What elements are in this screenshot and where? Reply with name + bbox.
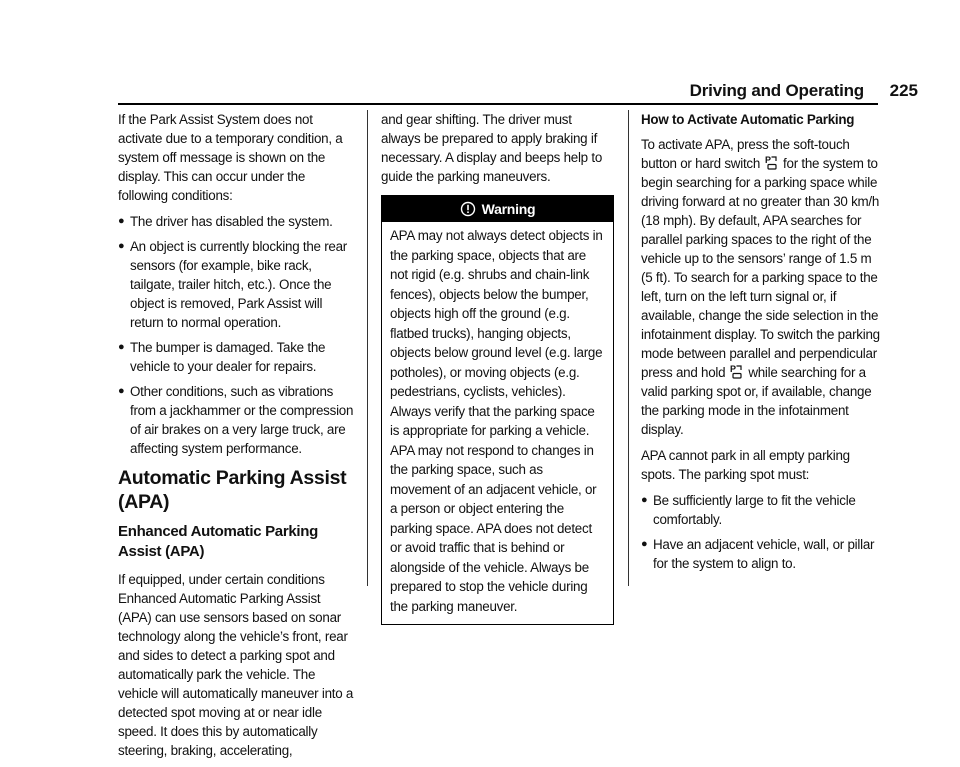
park-assist-icon	[730, 364, 743, 379]
section-heading: Automatic Parking Assist (APA)	[118, 467, 347, 513]
list-item: ● The driver has disabled the system.	[118, 214, 333, 229]
column-divider-2	[628, 110, 629, 586]
condition-list	[118, 212, 355, 458]
warning-text: APA may not always detect objects in the parking space, objects that are not rigid (e.g. shrubs and chain-link fences), objects below the bumper, objects high off the ground (e.g. flatbed trucks), hanging objects, objects below ground level (e.g. large potholes), or moving objects (e.g. pedestrians, cyclists, vehicles). Always verify that the parking space is appropriate for parking a vehicle. APA may not respond to changes in the parking space, such as movement of an adjacent vehicle, or a person or object entering the parking space. APA does not detect or avoid traffic that is behind or alongside of the vehicle. Always be prepared to stop the vehicle during the parking maneuver.	[390, 228, 603, 614]
column-2	[381, 110, 614, 625]
apa-description: If equipped, under certain conditions Enhanced Automatic Parking Assist (APA) can use sensors based on sonar technology along the vehicle’s front, rear and sides to detect a parking spot and automatically park the vehicle. The vehicle will automatically maneuver into a detected spot moving at or near idle speed. It does this by automatically steering, braking, accelerating,	[118, 572, 354, 758]
column-1	[118, 110, 355, 767]
activation-heading: How to Activate Automatic Parking	[641, 112, 855, 127]
activation-paragraph: To activate APA, press the soft-touch button or hard switch P for the system to begin searching for a parking space while driving forward at no greater than 30 km/h (18 mph). By default, APA searches for parallel parking spaces to the right of the vehicle up to the sensors’ range of 1.5 m (5 ft). To search for a parking space to the left, turn on the left turn signal or, if available, change the side selection in the infotainment display. To switch the parking mode between parallel and perpendicular press and hold P while searching for a valid parking spot or, if available, change the parking mode in the infotainment display.	[641, 137, 880, 437]
warning-title: Warning	[481, 200, 536, 217]
section-title: Driving and Operating	[689, 81, 864, 100]
warning-box	[381, 195, 614, 625]
list-item: ● Other conditions, such as vibrations from a jackhammer or the compression of air brakes on a very large truck, are affecting system performance.	[118, 384, 354, 456]
bullet-icon: ●	[641, 538, 648, 550]
list-item: ● An object is currently blocking the rear sensors (for example, bike rack, tailgate, trailer hitch, etc.). Once the object is removed, Park Assist will return to normal operation.	[118, 239, 348, 330]
svg-text:P: P	[764, 155, 771, 165]
bullet-icon: ●	[118, 341, 125, 353]
list-item: ● Be sufficiently large to fit the vehicle comfortably.	[641, 493, 856, 527]
list-item: ● Have an adjacent vehicle, wall, or pillar for the system to align to.	[641, 537, 875, 571]
column-3	[641, 110, 881, 579]
bullet-icon: ●	[118, 240, 125, 252]
bullet-icon: ●	[118, 215, 125, 227]
intro-paragraph: If the Park Assist System does not activate due to a temporary condition, a system off message is shown on the display. This can occur under the following conditions:	[118, 112, 343, 203]
bullet-icon: ●	[641, 494, 648, 506]
page-header	[0, 0, 960, 120]
warning-header	[382, 196, 613, 222]
park-assist-icon	[765, 155, 778, 170]
svg-text:P: P	[729, 364, 736, 374]
subsection-heading: Enhanced Automatic Parking Assist (APA)	[118, 523, 319, 560]
column-divider-1	[367, 110, 368, 586]
page-number: 225	[889, 81, 918, 100]
continued-paragraph: and gear shifting. The driver must always be prepared to apply braking if necessary. A display and beeps help to guide the parking maneuvers.	[381, 112, 603, 184]
list-item: ● The bumper is damaged. Take the vehicle to your dealer for repairs.	[118, 340, 326, 374]
bullet-icon: ●	[118, 385, 125, 397]
requirements-paragraph: APA cannot park in all empty parking spots. The parking spot must:	[641, 448, 850, 482]
header-rule	[118, 103, 878, 105]
warning-icon	[460, 201, 476, 217]
requirements-list	[641, 491, 881, 573]
